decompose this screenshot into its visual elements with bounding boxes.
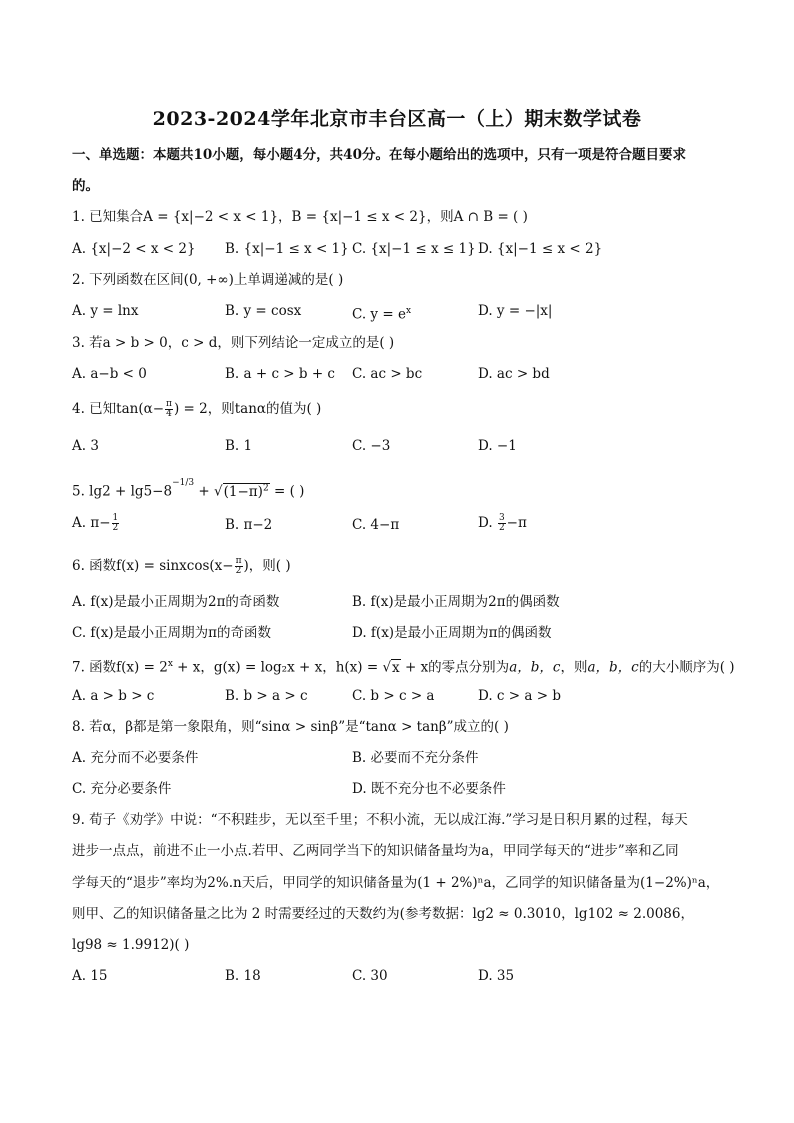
q4-fraction (165, 400, 173, 419)
q4-stem-post: ) = 2，则tanα的值为( ) (173, 401, 322, 417)
q6-frac-den: 2 (235, 566, 242, 576)
exam-title: 2023-2024学年北京市丰台区高一（上）期末数学试卷 (152, 108, 642, 130)
q7-stem-mid2: ，则 (560, 659, 588, 676)
q7-stem-post2: 的大小顺序为( ) (638, 659, 735, 676)
q5-option-d (478, 514, 527, 533)
q5-option-d-post: −π (506, 515, 527, 531)
q7-vars2: a，b，c (587, 659, 639, 676)
q7-option-c: C. b > c > a (352, 688, 435, 704)
q6-stem-post: )，则( ) (243, 558, 291, 574)
q1-option-a: A. {x|−2 < x < 2} (72, 241, 196, 257)
q8-option-b: B. 必要而不充分条件 (352, 750, 479, 766)
q4-option-c: C. −3 (352, 438, 391, 454)
q2-option-a: A. y = lnx (72, 303, 139, 319)
q5-option-a-num: 1 (112, 513, 119, 523)
q5-option-a (72, 514, 120, 533)
q3-option-a: A. a−b < 0 (72, 366, 147, 382)
q3-option-c: C. ac > bc (352, 366, 423, 382)
q7-stem: 7. 函数$f(x) = 2^x + x$，g(x) = log₂x + x，h(x) = √x + x的零点分别为a，b，c，则a，b，c的大小顺序为( ) (72, 659, 735, 676)
q9-line-2: 进步一点点，前进不止一小点.若甲、乙两同学当下的知识储备量均为a，甲同学每天的“进步”率和乙同 (72, 843, 679, 859)
q5-exponent: −1/3 (172, 478, 195, 488)
q7-vars: a，b，c (509, 659, 561, 676)
q5-plus: + (194, 483, 215, 500)
q5-option-d-den: 2 (498, 523, 505, 533)
q8-stem: 8. 若α，β都是第一象限角，则“sinα > sinβ”是“tanα > tanβ”成立的( ) (72, 719, 509, 735)
q6-option-b: B. f(x)是最小正周期为2π的偶函数 (352, 594, 560, 610)
q7-option-d: D. c > a > b (478, 688, 561, 704)
q3-option-d: D. ac > bd (478, 366, 550, 382)
q5-option-d-frac (498, 514, 506, 533)
q4-frac-num: π (166, 399, 172, 409)
q7-exponent: x (167, 659, 173, 669)
q5-radicand: (1−π) (223, 483, 263, 500)
q1-stem: 1. 已知集合A = {x|−2 < x < 1}，B = {x|−1 ≤ x < 2}，则A ∩ B = ( ) (72, 209, 528, 225)
q9-option-c: C. 30 (352, 968, 388, 984)
q7-stem-pre: 7. 函数f(x) = 2 (72, 659, 168, 676)
q9-option-b: B. 18 (225, 968, 261, 984)
q2-option-c-exponent: x (405, 306, 412, 316)
q5-stem-post: = ( ) (269, 483, 305, 500)
q6-option-d: D. f(x)是最小正周期为π的偶函数 (352, 625, 552, 641)
q1-option-b: B. {x|−1 ≤ x < 1} (225, 241, 349, 257)
q7-stem-post: + x的零点分别为 (400, 659, 510, 676)
q3-option-b: B. a + c > b + c (225, 366, 335, 382)
q1-option-d: D. {x|−1 ≤ x < 2} (478, 241, 603, 257)
q6-frac-num: π (235, 556, 242, 566)
q5-stem-pre: 5. lg2 + lg5−8 (72, 483, 173, 500)
q7-stem-mid: + x，g(x) = log₂x + x，h(x) = (172, 659, 383, 676)
q5-option-a-frac (112, 514, 120, 533)
q4-option-a: A. 3 (72, 438, 99, 454)
q9-option-a: A. 15 (72, 968, 108, 984)
q5-option-d-num: 3 (498, 513, 505, 523)
q8-option-d: D. 既不充分也不必要条件 (352, 781, 506, 797)
q5-radicand-exp: 2 (262, 483, 269, 493)
q9-line-1: 9. 荀子《劝学》中说：“不积跬步，无以至千里；不积小流，无以成江海.”学习是日积月累的过程，每天 (72, 812, 688, 828)
q6-stem-pre: 6. 函数f(x) = sinxcos(x− (72, 558, 234, 574)
q4-option-b: B. 1 (225, 438, 253, 454)
q2-option-d: D. y = −|x| (478, 303, 553, 319)
q6-option-a: A. f(x)是最小正周期为2π的奇函数 (72, 594, 280, 610)
q4-stem (72, 400, 321, 419)
q4-option-d: D. −1 (478, 438, 517, 454)
q5-option-b: B. π−2 (225, 517, 273, 533)
q5-option-c: C. 4−π (352, 517, 400, 533)
q8-option-a: A. 充分而不必要条件 (72, 750, 199, 766)
q6-stem (72, 557, 291, 576)
q7-option-a: A. a > b > c (72, 688, 155, 704)
section-heading-cont: 的。 (72, 178, 99, 194)
q6-option-c: C. f(x)是最小正周期为π的奇函数 (72, 625, 271, 641)
q9-line-5: lg98 ≈ 1.9912)( ) (72, 937, 190, 953)
q9-option-d: D. 35 (478, 968, 515, 984)
q9-line-4: 则甲、乙的知识储备量之比为 2 时需要经过的天数约为(参考数据：lg2 ≈ 0.3010，lg102 ≈ 2.0086， (72, 906, 694, 922)
q7-radicand: x (392, 659, 400, 676)
q2-option-b: B. y = cosx (225, 303, 302, 319)
section-heading: 一、单选题：本题共10小题，每小题4分，共40分。在每小题给出的选项中，只有一项是符合题目要求 (72, 147, 686, 163)
q5-option-d-pre: D. (478, 515, 497, 531)
q6-fraction (235, 557, 243, 576)
q9-line-3: 学每天的“退步”率均为2%.n天后，甲同学的知识储备量为(1 + 2%)ⁿa，乙同学的知识储备量为(1−2%)ⁿa， (72, 875, 720, 891)
q3-stem: 3. 若a > b > 0，c > d，则下列结论一定成立的是( ) (72, 335, 395, 351)
q8-option-c: C. 充分必要条件 (72, 781, 172, 797)
q4-frac-den: 4 (166, 409, 172, 419)
q1-option-c: C. {x|−1 ≤ x ≤ 1} (352, 241, 476, 257)
q7-option-b: B. b > a > c (225, 688, 308, 704)
q2-option-c (352, 302, 411, 324)
q5-stem: 5. $\lg 2 + \lg 5-8^{-1/3} + √(1-\pi)^2$ = ( ) (72, 478, 305, 500)
q2-stem: 2. 下列函数在区间(0, +∞)上单调递减的是( ) (72, 272, 344, 288)
q5-option-a-pre: A. π− (72, 515, 111, 531)
q4-stem-pre: 4. 已知tan(α− (72, 401, 165, 417)
q5-radical (223, 483, 270, 500)
q2-option-c-text: C. y = e (352, 306, 406, 323)
q5-option-a-den: 2 (112, 523, 119, 533)
